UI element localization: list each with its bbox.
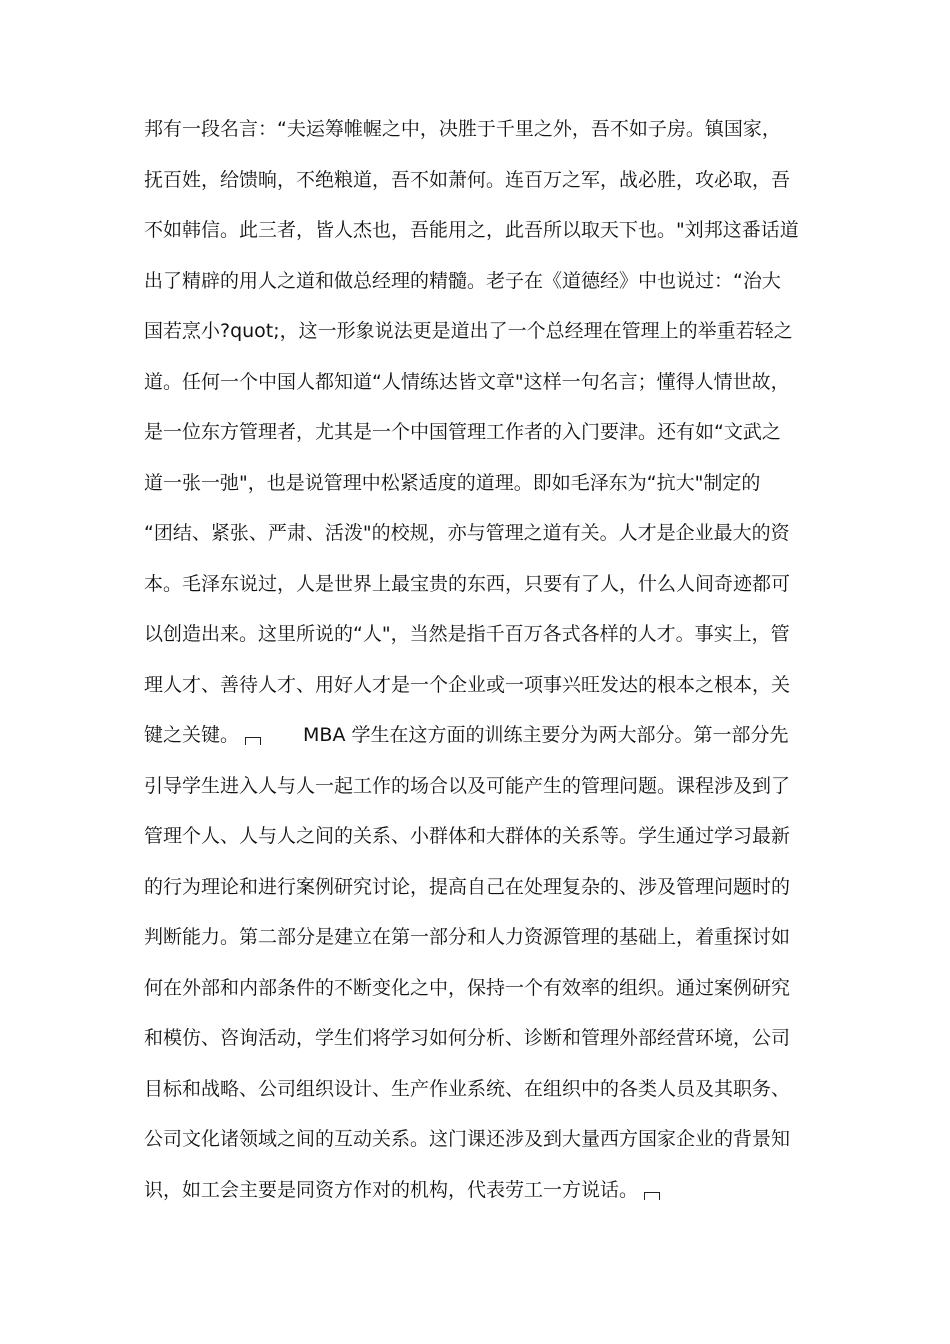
text-line: 何在外部和内部条件的不断变化之中，保持一个有效率的组织。通过案例研究	[144, 977, 791, 999]
text-line: 出了精辟的用人之道和做总经理的精髓。老子在《道德经》中也说过：“治大	[144, 270, 781, 292]
text-line: 判断能力。第二部分是建立在第一部分和人力资源管理的基础上，着重探讨如	[144, 926, 791, 948]
text-line: 的行为理论和进行案例研究讨论，提高自己在处理复杂的、涉及管理问题时的	[144, 876, 791, 898]
text-segment: 识，如工会主要是同资方作对的机构，代表劳工一方说话。	[144, 1179, 639, 1201]
text-segment: MBA 学生在这方面的训练主要分为两大部分。第一部分先	[303, 724, 789, 746]
text-line-with-paragraph-end	[144, 1173, 824, 1207]
text-line: 和模仿、咨询活动，学生们将学习如何分析、诊断和管理外部经营环境，公司	[144, 1027, 791, 1049]
text-line: 是一位东方管理者，尤其是一个中国管理工作者的入门要津。还有如“文武之	[144, 421, 781, 443]
text-line: 邦有一段名言：“夫运筹帷幄之中，决胜于千里之外，吾不如子房。镇国家，	[144, 118, 781, 140]
text-line: 不如韩信。此三者，皆人杰也，吾能用之，此吾所以取天下也。"刘邦这番话道	[144, 219, 799, 241]
text-line: “团结、紧张、严肃、活泼"的校规，亦与管理之道有关。人才是企业最大的资	[144, 522, 790, 544]
text-line: 国若烹小?quot;，这一形象说法更是道出了一个总经理在管理上的举重若轻之	[144, 320, 793, 342]
text-line-with-paragraph-break	[144, 718, 824, 752]
text-line: 引导学生进入人与人一起工作的场合以及可能产生的管理问题。课程涉及到了	[144, 775, 791, 797]
paragraph-mark-icon	[245, 737, 261, 745]
text-line: 目标和战略、公司组织设计、生产作业系统、在组织中的各类人员及其职务、	[144, 1078, 791, 1100]
text-line: 本。毛泽东说过，人是世界上最宝贵的东西，只要有了人，什么人间奇迹都可	[144, 573, 791, 595]
text-line: 道。任何一个中国人都知道“人情练达皆文章"这样一句名言；懂得人情世故，	[144, 371, 790, 393]
text-line: 道一张一弛"，也是说管理中松紧适度的道理。即如毛泽东为“抗大"制定的	[144, 472, 761, 494]
text-line: 抚百姓，给馈晌，不绝粮道，吾不如萧何。连百万之军，战必胜，攻必取，吾	[144, 169, 791, 191]
text-line: 理人才、善待人才、用好人才是一个企业或一项事兴旺发达的根本之根本，关	[144, 674, 791, 696]
text-segment: 键之关键。	[144, 724, 240, 746]
paragraph-mark-icon	[644, 1192, 660, 1200]
text-line: 公司文化诸领域之间的互动关系。这门课还涉及到大量西方国家企业的背景知	[144, 1128, 791, 1150]
text-line: 以创造出来。这里所说的“人"，当然是指千百万各式各样的人才。事实上，管	[144, 623, 790, 645]
text-line: 管理个人、人与人之间的关系、小群体和大群体的关系等。学生通过学习最新	[144, 825, 791, 847]
